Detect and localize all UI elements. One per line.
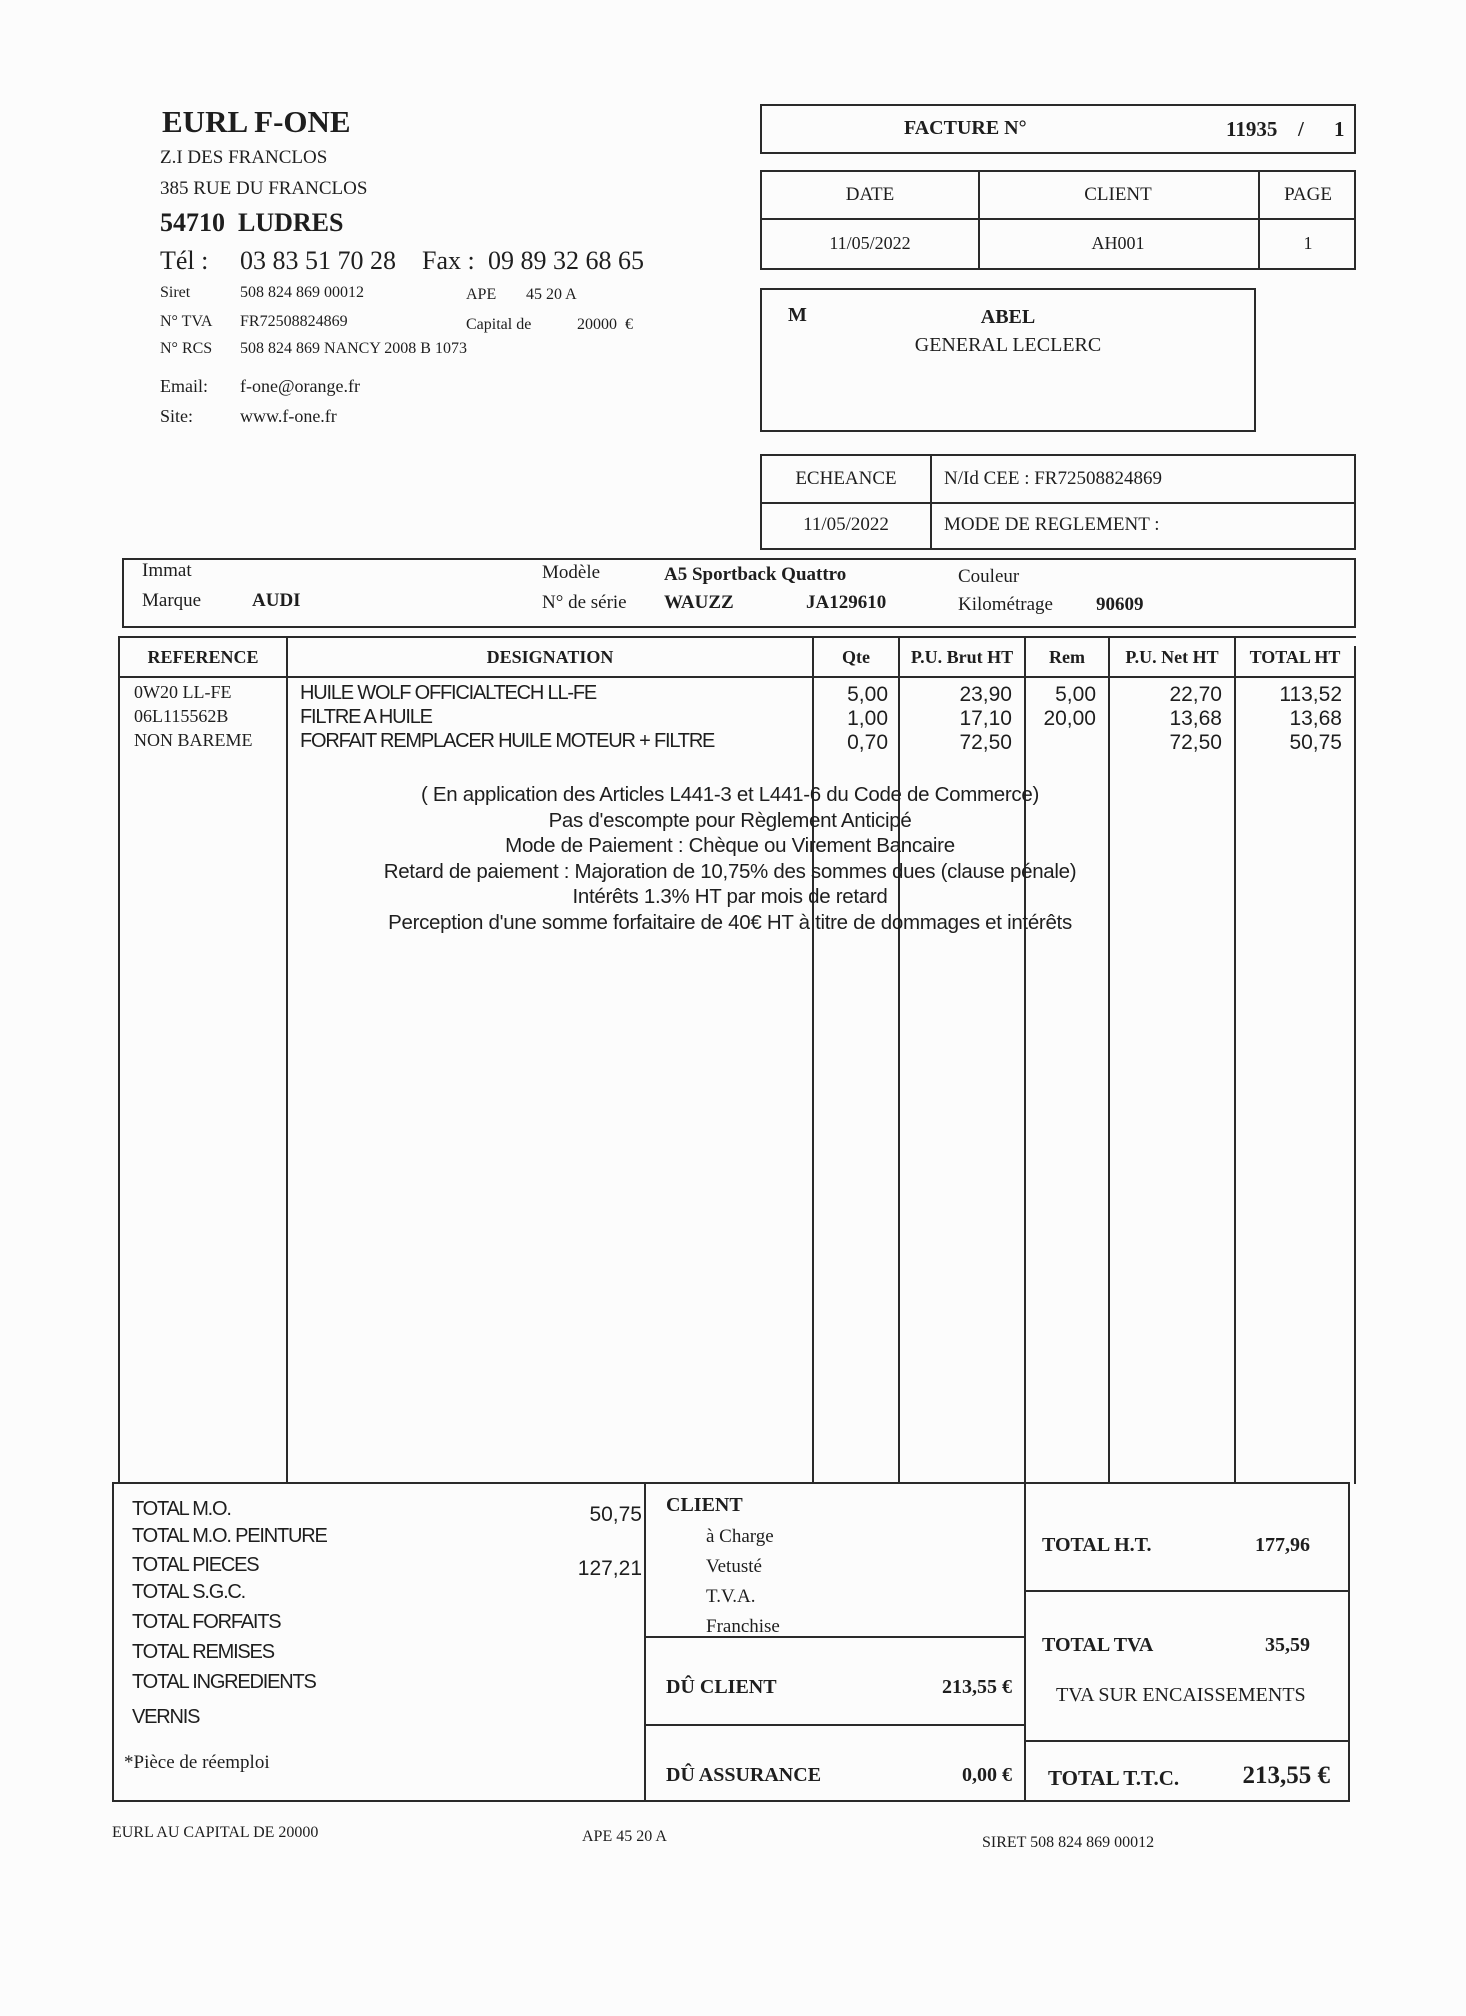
page-header: PAGE (1284, 184, 1332, 205)
rcs-label: N° RCS (160, 340, 213, 357)
company-address-1: Z.I DES FRANCLOS (160, 147, 328, 168)
tva-value: FR72508824869 (240, 313, 348, 330)
row-pu-net: 22,70 (1169, 683, 1222, 706)
company-name: EURL F-ONE (162, 104, 351, 139)
legal-note: Retard de paiement : Majoration de 10,75% des sommes dues (clause pénale) (383, 859, 1077, 883)
site-label: Site: (160, 406, 194, 426)
footer-capital: EURL AU CAPITAL DE 20000 (112, 1824, 319, 1841)
row-pu-brut: 17,10 (959, 707, 1012, 730)
capital-value: 20000 € (577, 316, 633, 333)
total-ttc-label: TOTAL T.T.C. (1048, 1766, 1180, 1790)
client-block-item: à Charge (706, 1526, 774, 1547)
row-reference: 0W20 LL-FE (134, 682, 232, 702)
col-header-pu-brut: P.U. Brut HT (910, 646, 1014, 667)
capital-label: Capital de (466, 316, 532, 333)
total-tva-label: TOTAL TVA (1042, 1634, 1154, 1656)
invoice-number-box (760, 104, 1356, 154)
client-block-item: Franchise (706, 1616, 780, 1637)
row-reference: NON BAREME (134, 730, 253, 750)
recipient-civility: M (788, 304, 807, 326)
tel-value: 03 83 51 70 28 (240, 246, 396, 275)
serial-suffix: JA129610 (806, 592, 887, 613)
row-total: 13,68 (1289, 707, 1342, 730)
row-rem: 20,00 (1043, 707, 1096, 730)
subtotal-label: TOTAL M.O. (132, 1498, 231, 1520)
invoice-suffix: 1 (1334, 117, 1345, 141)
row-qty: 5,00 (847, 683, 888, 706)
row-pu-brut: 23,90 (959, 683, 1012, 706)
footer-ape: APE 45 20 A (582, 1828, 667, 1845)
client-block-item: T.V.A. (706, 1586, 756, 1607)
row-designation: HUILE WOLF OFFICIALTECH LL-FE (300, 682, 596, 704)
model-value: A5 Sportback Quattro (664, 564, 847, 585)
col-header-qty: Qte (842, 646, 870, 667)
subtotal-pieces-value: 127,21 (577, 1557, 642, 1580)
row-pu-brut: 72,50 (959, 731, 1012, 754)
serial-prefix: WAUZZ (664, 592, 734, 613)
subtotal-label: VERNIS (132, 1706, 200, 1728)
due-client-label: DÛ CLIENT (666, 1676, 777, 1698)
invoice-title: FACTURE N° (904, 117, 1027, 139)
fax-label: Fax : (422, 246, 475, 275)
site-value[interactable]: www.f-one.fr (240, 406, 337, 426)
footer-siret: SIRET 508 824 869 00012 (982, 1834, 1155, 1851)
subtotal-label: TOTAL PIECES (132, 1554, 259, 1576)
row-rem: 5,00 (1055, 683, 1096, 706)
client-block-title: CLIENT (666, 1494, 743, 1516)
legal-notes (300, 782, 1160, 935)
subtotal-label: TOTAL M.O. PEINTURE (132, 1525, 327, 1547)
row-pu-net: 72,50 (1169, 731, 1222, 754)
company-address-2: 385 RUE DU FRANCLOS (160, 178, 368, 199)
row-designation: FORFAIT REMPLACER HUILE MOTEUR + FILTRE (300, 730, 715, 752)
col-header-pu-net: P.U. Net HT (1125, 646, 1219, 667)
subtotal-mo-value: 50,75 (589, 1503, 642, 1526)
subtotal-label: TOTAL INGREDIENTS (132, 1671, 316, 1693)
date-value: 11/05/2022 (829, 232, 911, 253)
recipient-box (760, 288, 1256, 432)
client-block-items (706, 1522, 780, 1642)
recipient-name: ABEL (980, 306, 1036, 328)
col-header-rem: Rem (1049, 646, 1085, 667)
legal-note: Mode de Paiement : Chèque ou Virement Bancaire (505, 834, 955, 857)
row-qty: 1,00 (847, 707, 888, 730)
brand-value: AUDI (252, 590, 301, 611)
due-insurance-label: DÛ ASSURANCE (666, 1764, 822, 1786)
color-label: Couleur (958, 566, 1020, 587)
fax-value: 09 89 32 68 65 (488, 246, 644, 275)
payment-box (760, 454, 1356, 550)
brand-label: Marque (142, 590, 202, 611)
row-pu-net: 13,68 (1169, 707, 1222, 730)
siret-value: 508 824 869 00012 (240, 284, 364, 301)
mileage-value: 90609 (1096, 594, 1144, 615)
subtotal-label: TOTAL FORFAITS (132, 1611, 281, 1633)
subtotal-label: TOTAL REMISES (132, 1641, 274, 1663)
due-insurance-value: 0,00 € (962, 1764, 1012, 1786)
rcs-value: 508 824 869 NANCY 2008 B 1073 (240, 340, 467, 357)
legal-note: Intérêts 1.3% HT par mois de retard (572, 885, 888, 908)
client-code: AH001 (1091, 232, 1145, 253)
due-client-value: 213,55 € (942, 1676, 1012, 1698)
col-header-total: TOTAL HT (1249, 646, 1341, 667)
invoice-meta-table (760, 170, 1356, 270)
total-ttc-value: 213,55 € (1242, 1762, 1330, 1789)
subtotal-label: TOTAL S.G.C. (132, 1581, 246, 1603)
mileage-label: Kilométrage (958, 594, 1053, 615)
row-reference: 06L115562B (134, 706, 229, 726)
legal-note: Pas d'escompte pour Règlement Anticipé (548, 808, 912, 832)
legal-note: ( En application des Articles L441-3 et L441-6 du Code de Commerce) (420, 783, 1040, 806)
row-qty: 0,70 (847, 731, 888, 754)
tva-note: TVA SUR ENCAISSEMENTS (1056, 1684, 1306, 1706)
model-label: Modèle (542, 562, 601, 583)
reemploi-note: *Pièce de réemploi (124, 1752, 270, 1773)
row-designation: FILTRE A HUILE (300, 706, 432, 728)
ape-value: 45 20 A (526, 286, 577, 303)
siret-label: Siret (160, 284, 191, 301)
client-header: CLIENT (1084, 184, 1152, 205)
page-value: 1 (1303, 232, 1313, 253)
due-label: ECHEANCE (795, 468, 897, 489)
total-tva-value: 35,59 (1265, 1634, 1310, 1656)
recipient-address: GENERAL LECLERC (914, 334, 1102, 356)
vehicle-box (122, 558, 1356, 628)
client-block-item: Vetusté (706, 1556, 762, 1577)
serial-label: N° de série (542, 592, 627, 613)
email-label: Email: (160, 376, 208, 396)
invoice-number: 11935 (1226, 117, 1278, 141)
total-ht-label: TOTAL H.T. (1042, 1534, 1152, 1556)
col-header-reference: REFERENCE (147, 646, 259, 667)
ape-label: APE (466, 286, 497, 303)
date-header: DATE (845, 184, 895, 205)
row-total: 50,75 (1289, 731, 1342, 754)
payment-mode-label: MODE DE REGLEMENT : (944, 514, 1160, 535)
tel-label: Tél : (160, 246, 209, 275)
legal-note: Perception d'une somme forfaitaire de 40€ HT à titre de dommages et intérêts (388, 910, 1072, 934)
cee-id: N/Id CEE : FR72508824869 (944, 468, 1162, 489)
row-total: 113,52 (1279, 683, 1342, 706)
subtotal-labels (132, 1496, 327, 1731)
tva-label: N° TVA (160, 313, 213, 330)
email-value[interactable]: f-one@orange.fr (240, 376, 361, 396)
total-ht-value: 177,96 (1255, 1534, 1310, 1556)
due-date: 11/05/2022 (803, 514, 889, 535)
col-header-designation: DESIGNATION (486, 646, 614, 667)
invoice-separator: / (1298, 117, 1304, 141)
immat-label: Immat (142, 560, 192, 581)
company-city: 54710 LUDRES (160, 208, 344, 237)
